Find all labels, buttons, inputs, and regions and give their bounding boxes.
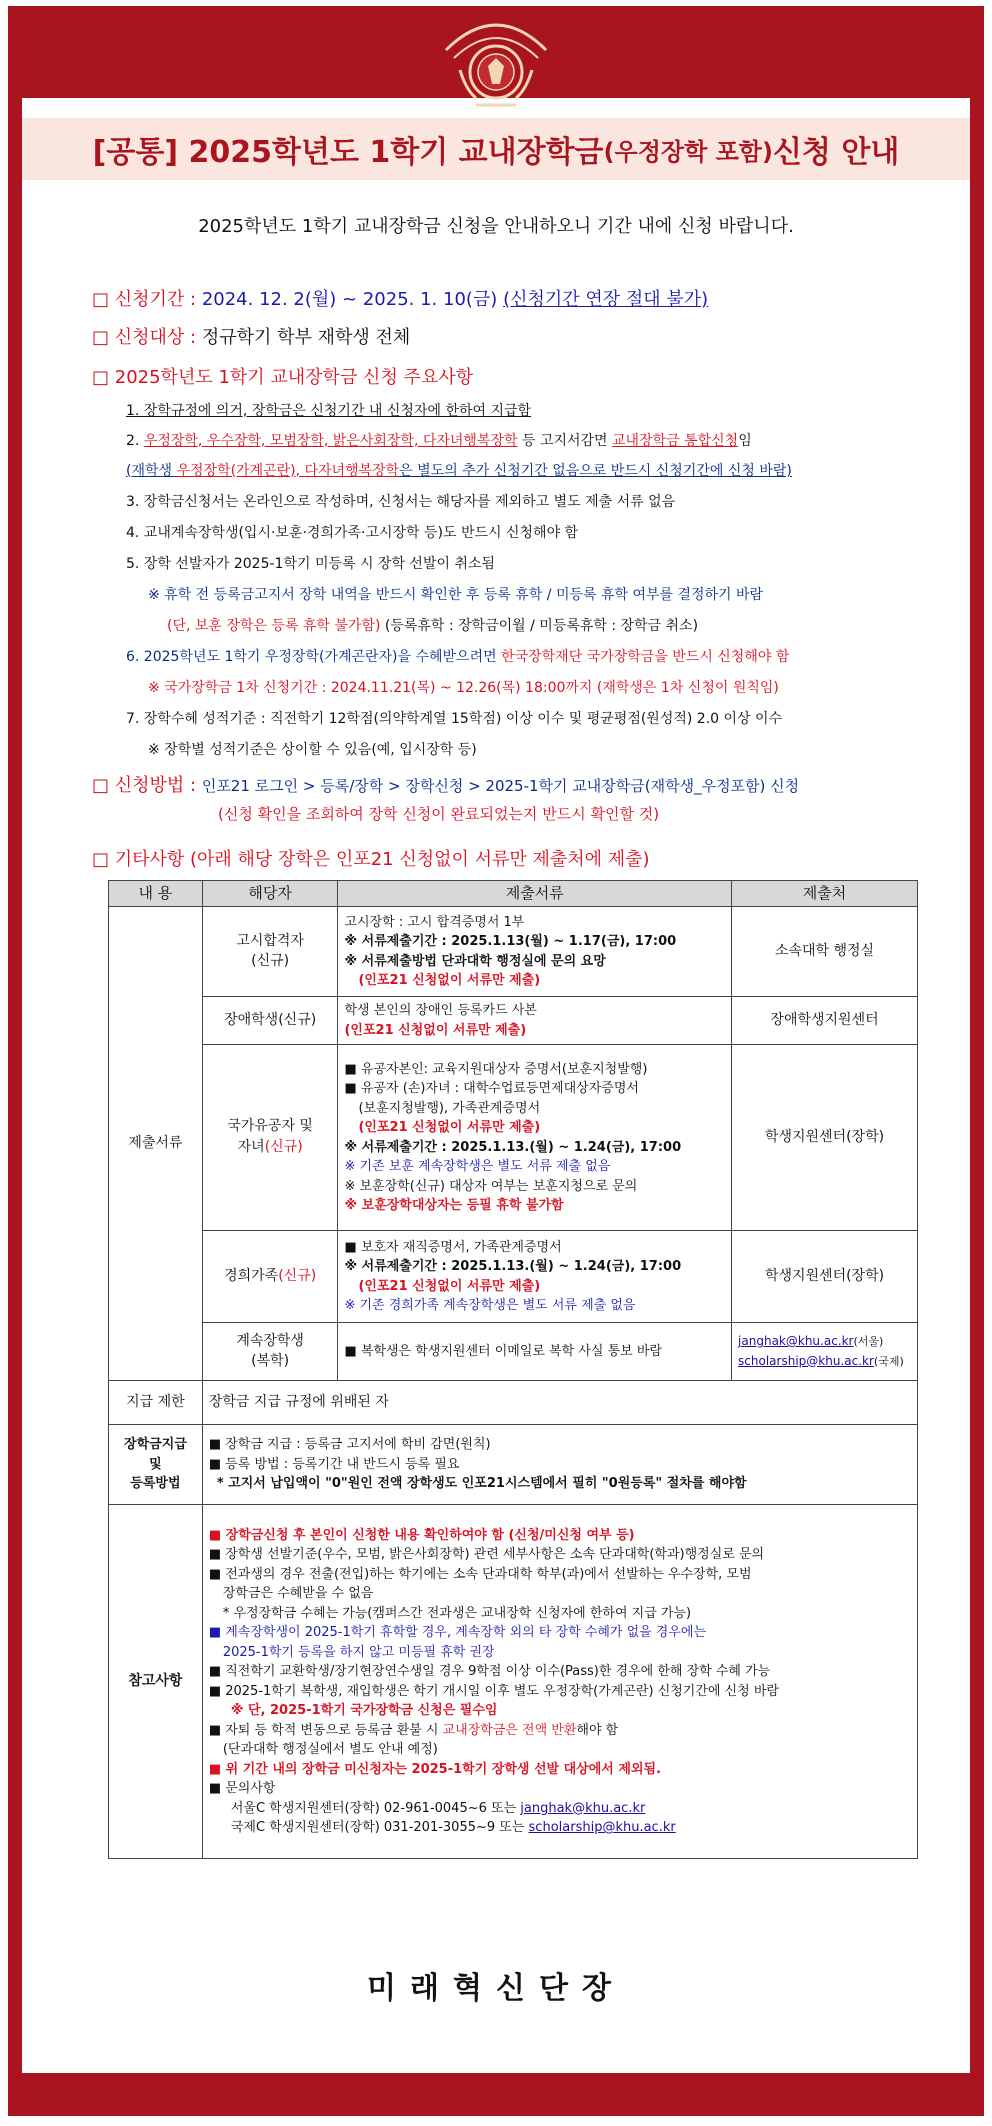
item-4: 4. 교내계속장학생(입시·보훈·경희가족·고시장학 등)도 반드시 신청해야 함 — [126, 525, 579, 541]
intro-text: 2025학년도 1학기 교내장학금 신청을 안내하오니 기간 내에 신청 바랍니다. — [198, 216, 794, 237]
email-link-seoul-contact[interactable]: janghak@khu.ac.kr — [520, 1800, 646, 1816]
university-emblem-icon — [436, 10, 556, 120]
documents-cell: ■ 보호자 재직증명서, 가족관계증명서 ※ 서류제출기간 : 2025.1.13.(월) ~ 1.24(금), 17:00 (인포21 신청없이 서류만 제출) ※ 기존 경희가족 계속장학생은 별도 서류 제출 없음 — [338, 1231, 732, 1323]
item-3: 3. 장학금신청서는 온라인으로 작성하며, 신청서는 해당자를 제외하고 별도 제출 서류 없음 — [126, 494, 676, 510]
section-target: □ 신청대상 : 정규학기 학부 재학생 전체 — [92, 327, 411, 348]
submission-table — [108, 880, 918, 1859]
destination-cell: 학생지원센터(장학) — [732, 1045, 918, 1231]
destination-cell: janghak@khu.ac.kr(서울) scholarship@khu.ac.kr(국제) — [732, 1323, 918, 1381]
table-row — [109, 1381, 918, 1425]
item-5: 5. 장학 선발자가 2025-1학기 미등록 시 장학 선발이 취소됨 — [126, 556, 496, 572]
documents-cell: 학생 본인의 장애인 등록카드 사본 (인포21 신청없이 서류만 제출) — [338, 997, 732, 1045]
email-link-global-contact[interactable]: scholarship@khu.ac.kr — [528, 1820, 676, 1835]
ref-text: ■ 장학금신청 후 본인이 신청한 내용 확인하여야 함 (신청/미신청 여부 등) ■ 장학생 선발기준(우수, 모범, 밝은사회장학) 관련 세부사항은 소속 단과대학(학과)행정실로 문의 ■ 전과생의 경우 전출(전입)하는 학기에는 소속 단과대학 학부(과)에서 선발하는 우수장학, 모범 장학금은 수혜받을 수 없음 * 우정장학금 수혜는 가능(캠퍼스간 전과생은 교내장학 신청자에 한하여 지급 가능) ■ 계속장학생이 2025-1학기 휴학할 경우, 계속장학 외의 타 장학 수혜가 없을 경우에는 2025-1학기 등록을 하지 않고 미등필 휴학 권장 ■ 직전학기 교환학생/장기현장연수생일 경우 9학점 이상 이수(Pass)한 경우에 한해 장학 수혜 가능 ■ 2025-1학기 복학생, 재입학생은 학기 개시일 이후 별도 우정장학(가계곤란) 신청기간에 신청 바람 ※ 단, 2025-1학기 국가장학금 신청은 필수임 ■ 자퇴 등 학적 변동으로 등록금 환불 시 교내장학금은 전액 반환해야 함 (단과대학 행정실에서 별도 안내 예정) ■ 위 기간 내의 장학금 미신청자는 2025-1학기 장학생 선발 대상에서 제외됨. ■ 문의사항 서울C 학생지원센터(장학) 02-961-0045~6 또는 janghak@khu.ac.kr 국제C 학생지원센터(장학) 031-201-3055~9 또는 scholarship@khu.ac.kr — [202, 1505, 917, 1859]
documents-cell: ■ 복학생은 학생지원센터 이메일로 복학 사실 통보 바람 — [338, 1323, 732, 1381]
pay-label: 장학금지급 및 등록방법 — [109, 1425, 203, 1505]
item-1: 1. 장학규정에 의거, 장학금은 신청기간 내 신청자에 한하여 지급함 — [126, 403, 532, 419]
email-link-global[interactable]: scholarship@khu.ac.kr — [738, 1353, 874, 1368]
page-title: [공통] 2025학년도 1학기 교내장학금 (우정장학 포함) 신청 안내 — [22, 118, 970, 180]
item-5-note-1: ※ 휴학 전 등록금고지서 장학 내역을 반드시 확인한 후 등록 휴학 / 미등록 휴학 여부를 결정하기 바람 — [148, 587, 764, 603]
item-2-note: (재학생 우정장학(가계곤란), 다자녀행복장학은 별도의 추가 신청기간 없음으로 반드시 신청기간에 신청 바람) — [126, 463, 792, 479]
signature-title: 미래혁신단장 — [367, 1971, 625, 2006]
section-method: □ 신청방법 : 인포21 로그인 > 등록/장학 > 장학신청 > 2025-1학기 교내장학금(재학생_우정포함) 신청 — [92, 775, 800, 796]
table-row — [109, 1505, 918, 1859]
item-7: 7. 장학수혜 성적기준 : 직전학기 12학점(의약학계열 15학점) 이상 이수 및 평균평점(원성적) 2.0 이상 이수 — [126, 711, 783, 727]
ref-label: 참고사항 — [109, 1505, 203, 1859]
documents-cell: 고시장학 : 고시 합격증명서 1부 ※ 서류제출기간 : 2025.1.13(월) ~ 1.17(금), 17:00 ※ 서류제출방법 단과대학 행정실에 문의 요망 (인포21 신청없이 서류만 제출) — [338, 907, 732, 997]
table-row — [109, 907, 918, 997]
item-7-note: ※ 장학별 성적기준은 상이할 수 있음(예, 입시장학 등) — [148, 742, 477, 758]
item-5-note-2: (단, 보훈 장학은 등록 휴학 불가함) (등록휴학 : 장학금이월 / 미등록휴학 : 장학금 취소) — [167, 618, 699, 634]
header-target: 해당자 — [202, 881, 338, 907]
target-cell: 경희가족(신규) — [202, 1231, 338, 1323]
section-period: □ 신청기간 : 2024. 12. 2(월) ~ 2025. 1. 10(금) (신청기간 연장 절대 불가) — [92, 289, 709, 310]
section-main-title: □ 2025학년도 1학기 교내장학금 신청 주요사항 — [92, 367, 474, 388]
target-cell: 고시합격자 (신규) — [202, 907, 338, 997]
target-cell: 장애학생(신규) — [202, 997, 338, 1045]
table-row — [109, 1045, 918, 1231]
table-row — [109, 1231, 918, 1323]
table-row — [109, 1425, 918, 1505]
table-row — [109, 1323, 918, 1381]
header-documents: 제출서류 — [338, 881, 732, 907]
table-row — [109, 997, 918, 1045]
method-note: (신청 확인을 조회하여 장학 신청이 완료되었는지 반드시 확인할 것) — [218, 805, 660, 823]
section-etc: □ 기타사항 (아래 해당 장학은 인포21 신청없이 서류만 제출처에 제출) — [92, 849, 650, 870]
email-link-seoul[interactable]: janghak@khu.ac.kr — [738, 1334, 854, 1348]
item-6-note: ※ 국가장학금 1차 신청기간 : 2024.11.21(목) ~ 12.26(목) 18:00까지 (재학생은 1차 신청이 원칙임) — [148, 680, 779, 696]
limit-label: 지급 제한 — [109, 1381, 203, 1425]
pay-text: ■ 장학금 지급 : 등록금 고지서에 학비 감면(원칙) ■ 등록 방법 : 등록기간 내 반드시 등록 필요 * 고지서 납입액이 "0"원인 전액 장학생도 인포21시스템에서 필히 "0원등록" 절차를 해야함 — [202, 1425, 917, 1505]
item-2: 2. 우정장학, 우수장학, 모범장학, 밝은사회장학, 다자녀행복장학 등 고지서감면 교내장학금 통합신청임 — [126, 433, 752, 449]
table-header-row — [109, 881, 918, 907]
header-content: 내 용 — [109, 881, 203, 907]
group-label: 제출서류 — [109, 907, 203, 1381]
target-cell: 국가유공자 및 자녀(신규) — [202, 1045, 338, 1231]
limit-text: 장학금 지급 규정에 위배된 자 — [202, 1381, 917, 1425]
documents-cell: ■ 유공자본인: 교육지원대상자 증명서(보훈지청발행) ■ 유공자 (손)자녀 : 대학수업료등면제대상자증명서 (보훈지청발행), 가족관계증명서 (인포21 신청없이 서류만 제출) ※ 서류제출기간 : 2025.1.13.(월) ~ 1.24(금), 17:00 ※ 기존 보훈 계속장학생은 별도 서류 제출 없음 ※ 보훈장학(신규) 대상자 여부는 보훈지청으로 문의 ※ 보훈장학대상자는 등필 휴학 불가함 — [338, 1045, 732, 1231]
item-6: 6. 2025학년도 1학기 우정장학(가계곤란자)을 수혜받으려면 한국장학재단 국가장학금을 반드시 신청해야 함 — [126, 649, 790, 665]
destination-cell: 소속대학 행정실 — [732, 907, 918, 997]
destination-cell: 장애학생지원센터 — [732, 997, 918, 1045]
destination-cell: 학생지원센터(장학) — [732, 1231, 918, 1323]
target-cell: 계속장학생 (복학) — [202, 1323, 338, 1381]
header-destination: 제출처 — [732, 881, 918, 907]
